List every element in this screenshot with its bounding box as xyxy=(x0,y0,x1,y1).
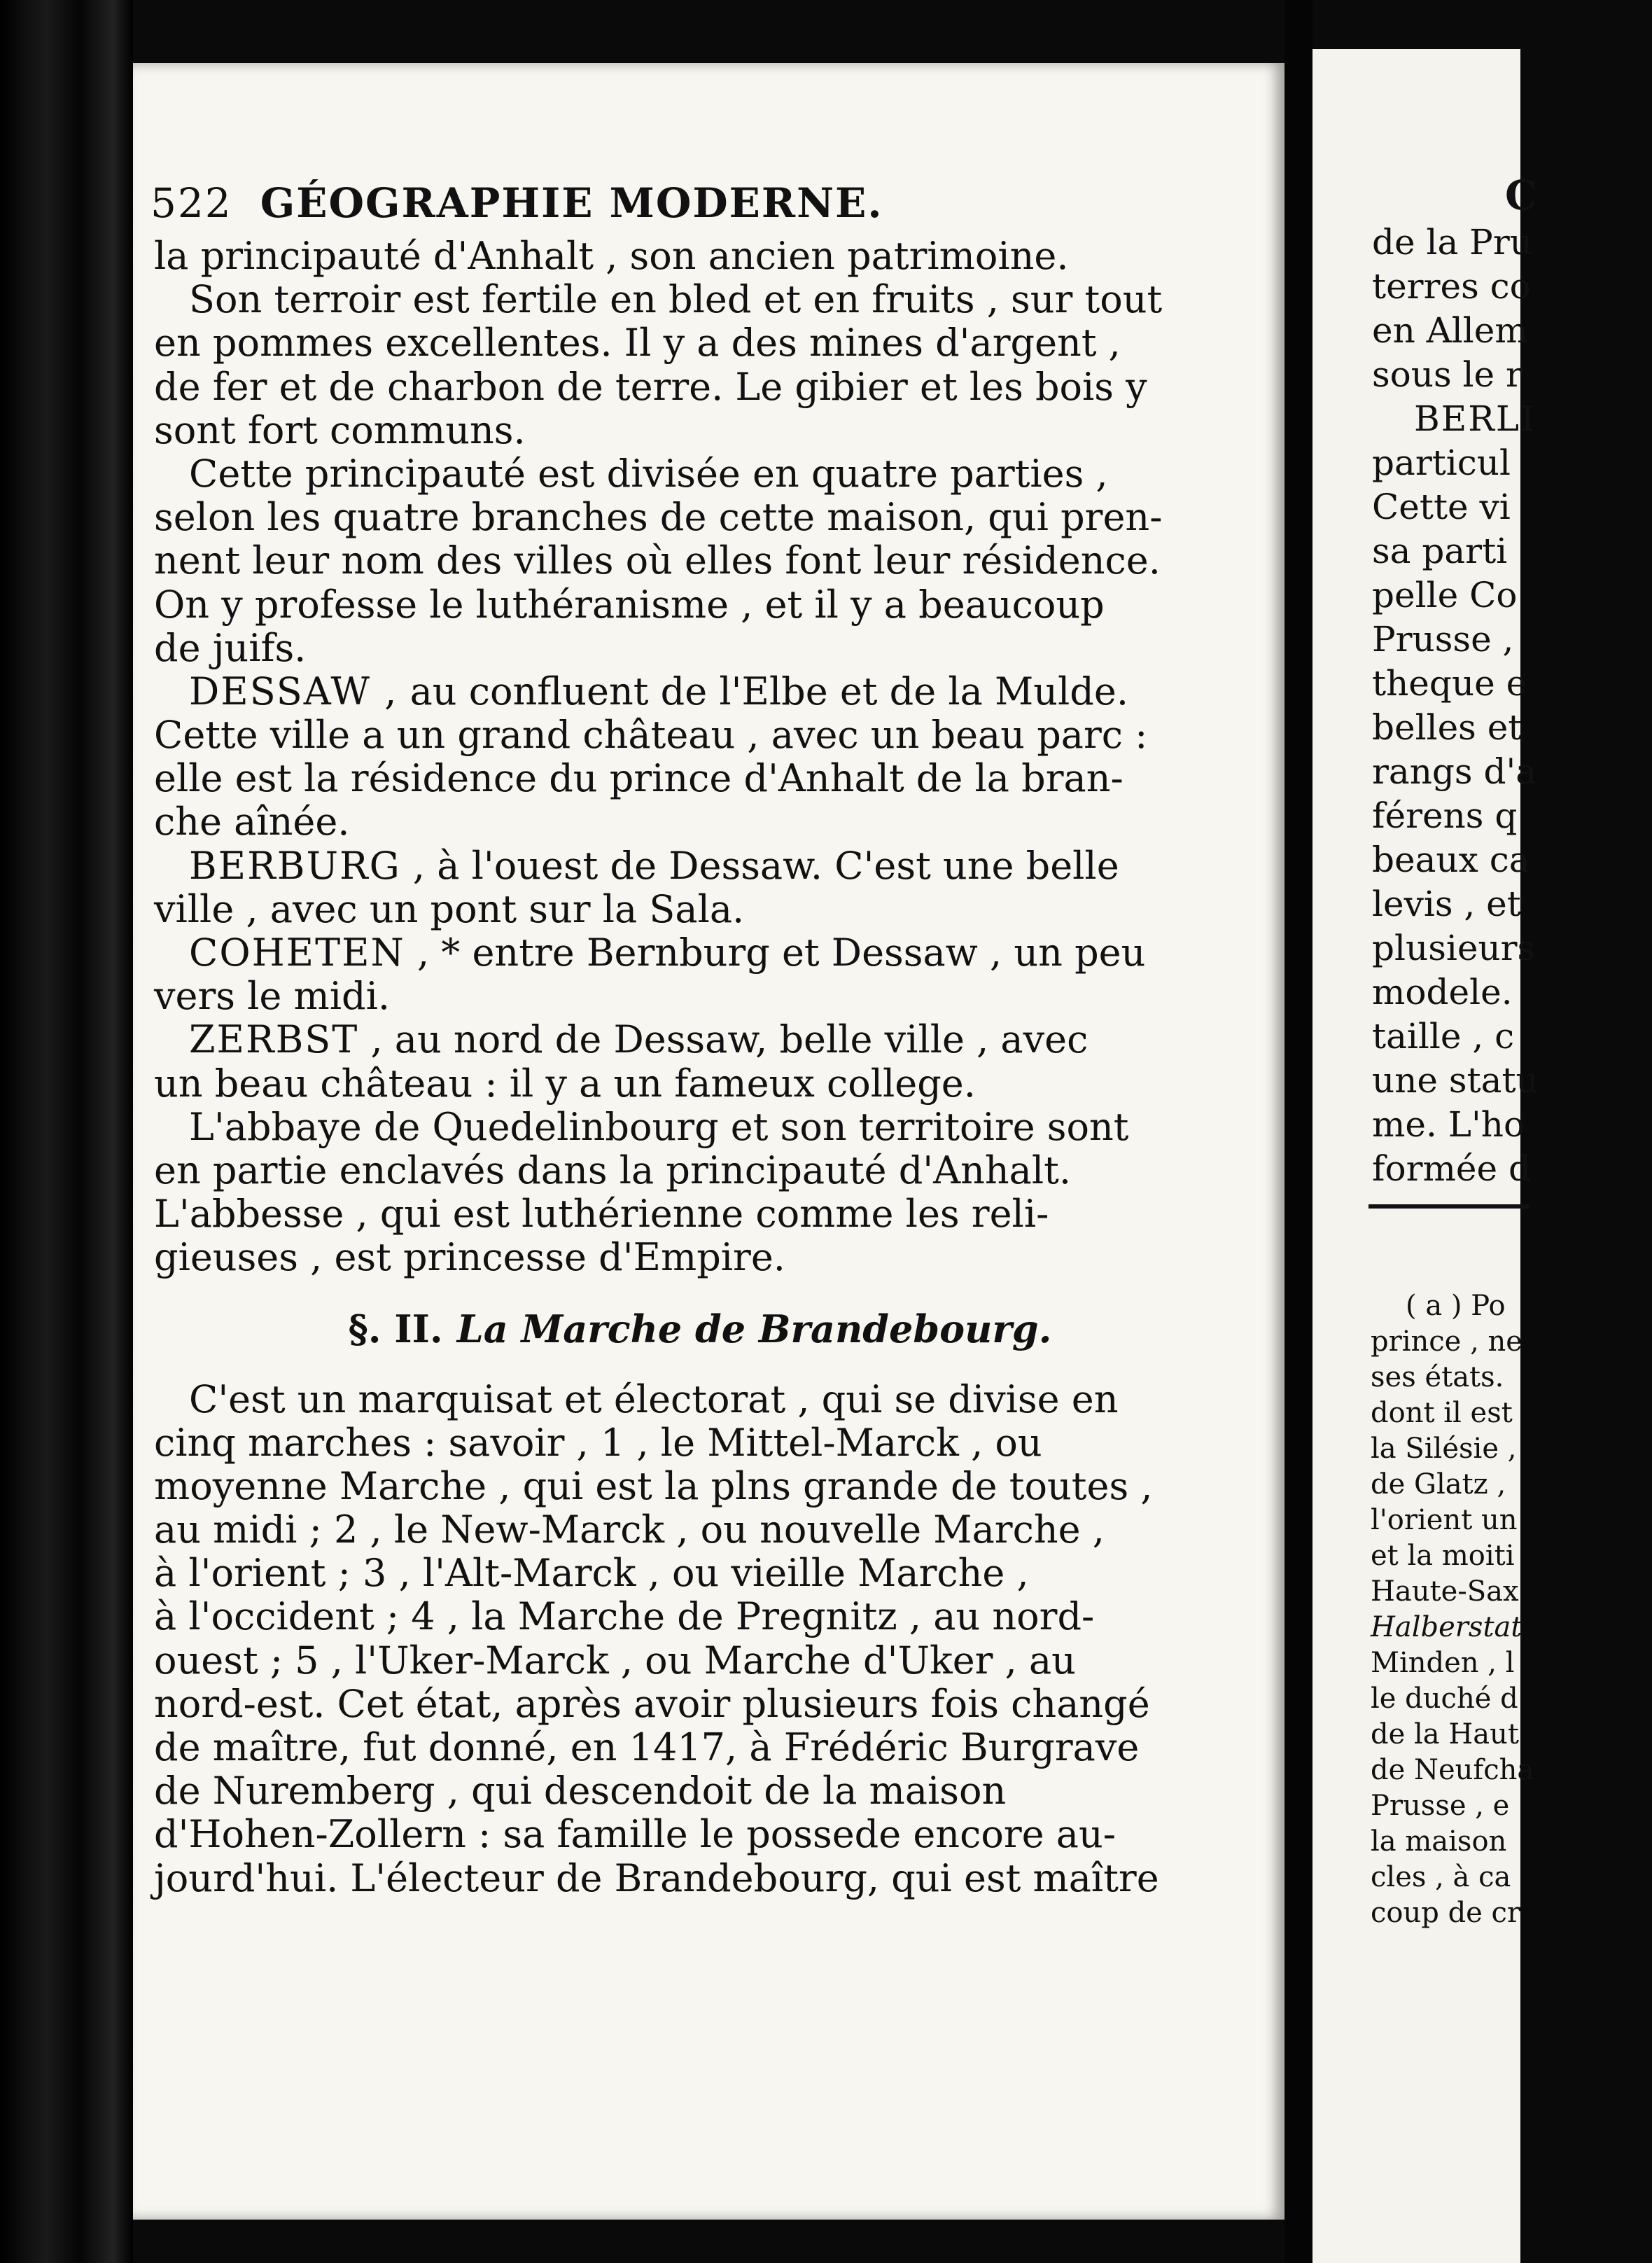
text-line: me. L'ho xyxy=(1372,1104,1525,1145)
place-name: COHETEN xyxy=(189,931,405,975)
text-line: jourd'hui. L'électeur de Brandebourg, qui est maître xyxy=(154,1855,1159,1900)
running-title: GÉOGRAPHIE MODERNE. xyxy=(260,179,883,227)
text-line: à l'orient ; 3 , l'Alt-Marck , ou vieille Marche , xyxy=(154,1551,1029,1596)
footnote-line: prince , ne xyxy=(1371,1325,1522,1358)
text-line: Cette principauté est divisée en quatre parties , xyxy=(189,451,1108,496)
text-line: sont fort communs. xyxy=(154,408,526,452)
text-line: sous le r xyxy=(1372,354,1522,395)
text-line: ville , avec un pont sur la Sala. xyxy=(154,886,745,931)
text-line: gieuses , est princesse d'Empire. xyxy=(154,1235,785,1280)
section-heading xyxy=(154,1280,1246,1378)
footnote-line: dont il est xyxy=(1371,1397,1513,1429)
footnote-line: ses états. xyxy=(1371,1361,1504,1393)
text-line: en Allem xyxy=(1372,310,1528,351)
right-running-title: C xyxy=(1505,172,1538,219)
footnote-rule xyxy=(1368,1204,1530,1209)
place-name: BERBURG xyxy=(189,843,401,888)
text-line: che aînée. xyxy=(154,800,350,844)
text-line: On y professe le luthéranisme , et il y a beaucoup xyxy=(154,582,1105,627)
text-line: levis , et xyxy=(1372,884,1521,924)
footnote-line: Halberstat xyxy=(1371,1611,1522,1643)
text-line: en partie enclavés dans la principauté d'Anhalt. xyxy=(154,1148,1072,1192)
text-line: BERBURG , à l'ouest de Dessaw. C'est une belle xyxy=(189,843,1119,888)
text-line: de fer et de charbon de terre. Le gibier et les bois y xyxy=(154,364,1147,409)
footnote-line: de Glatz , xyxy=(1371,1468,1506,1500)
section-mark: §. II. xyxy=(348,1306,443,1351)
footnote-line: le duché d xyxy=(1371,1683,1518,1715)
footnote-line: Prusse , e xyxy=(1371,1790,1510,1822)
text-line: C'est un marquisat et électorat , qui se divise en xyxy=(189,1377,1119,1421)
footnotes xyxy=(1371,1288,1651,1931)
text-line: ouest ; 5 , l'Uker-Marck , ou Marche d'Uker , au xyxy=(154,1638,1076,1683)
book-binding xyxy=(0,0,133,2263)
footnote-line: de Neufcha xyxy=(1371,1754,1534,1786)
text-line: vers le midi. xyxy=(154,974,391,1019)
place-name: DESSAW , xyxy=(189,669,398,713)
text-line: moyenne Marche , qui est la plns grande de toutes , xyxy=(154,1463,1153,1508)
text-line: terres co xyxy=(1372,266,1531,307)
text-line: pelle Co xyxy=(1372,575,1518,615)
text-line: Prusse , xyxy=(1372,619,1514,660)
text-line: nord-est. Cet état, après avoir plusieurs fois changé xyxy=(154,1681,1150,1726)
text-line: formée d xyxy=(1372,1148,1532,1189)
text-line: COHETEN , * entre Bernburg et Dessaw , un peu xyxy=(189,931,1146,975)
footnote-line: l'orient un xyxy=(1371,1504,1518,1536)
text-line: férens q xyxy=(1372,795,1518,836)
left-page-body xyxy=(154,235,1246,1900)
text-line: Son terroir est fertile en bled et en fruits , sur tout xyxy=(189,277,1163,322)
place-name: ZERBST xyxy=(189,1017,359,1062)
running-head xyxy=(150,175,1130,231)
text-line: BERLI xyxy=(1414,398,1536,439)
footnote-line: Minden , l xyxy=(1371,1647,1515,1679)
text-line: plusieurs xyxy=(1372,928,1536,968)
text-line: la principauté d'Anhalt , son ancien patrimoine. xyxy=(154,234,1069,278)
text-line: DESSAW , au confluent de l'Elbe et de la Mulde. xyxy=(189,669,1128,713)
footnote-line: et la moiti xyxy=(1371,1540,1515,1572)
text-line: rangs d'a xyxy=(1372,751,1537,792)
text-line: theque e xyxy=(1372,663,1527,704)
text-line: L'abbesse , qui est luthérienne comme les reli- xyxy=(154,1192,1049,1237)
text-line: au midi ; 2 , le New-Marck , ou nouvelle Marche , xyxy=(154,1507,1105,1552)
text-line: particul xyxy=(1372,443,1511,483)
text-line: une statu xyxy=(1372,1060,1539,1101)
text-line: de maître, fut donné, en 1417, à Frédéric Burgrave xyxy=(154,1725,1140,1769)
right-page-body xyxy=(1372,221,1652,1191)
text-line: de la Pru xyxy=(1372,222,1532,263)
text-line: de juifs. xyxy=(154,625,307,670)
text-line: selon les quatre branches de cette maison, qui pren- xyxy=(154,495,1163,540)
text-line: nent leur nom des villes où elles font leur résidence. xyxy=(154,538,1161,583)
footnote-line: ( a ) Po xyxy=(1406,1290,1506,1322)
book-gutter xyxy=(1284,0,1312,2263)
footnote-line: la Silésie , xyxy=(1371,1433,1517,1465)
text-line: beaux ca xyxy=(1372,840,1530,880)
text-line: Cette vi xyxy=(1372,487,1511,527)
footnote-line: cles , à ca xyxy=(1371,1861,1511,1893)
section-title: La Marche de Brandebourg. xyxy=(456,1306,1052,1351)
text-line: sa parti xyxy=(1372,531,1508,571)
text-line: en pommes excellentes. Il y a des mines d'argent , xyxy=(154,321,1121,365)
text-line: d'Hohen-Zollern : sa famille le possede encore au- xyxy=(154,1812,1116,1857)
text-line: taille , c xyxy=(1372,1016,1515,1057)
text-line: ZERBST , au nord de Dessaw, belle ville , avec xyxy=(189,1017,1088,1062)
page-number: 522 xyxy=(150,179,232,227)
footnote-line: de la Haut xyxy=(1371,1718,1519,1750)
text-line: elle est la résidence du prince d'Anhalt de la bran- xyxy=(154,756,1124,801)
text-line: cinq marches : savoir , 1 , le Mittel-Marck , ou xyxy=(154,1420,1042,1465)
text-line: belles et xyxy=(1372,707,1522,748)
text-line: de Nuremberg , qui descendoit de la maison xyxy=(154,1769,1007,1813)
text-line: Cette ville a un grand château , avec un beau parc : xyxy=(154,713,1148,758)
text-line: à l'occident ; 4 , la Marche de Pregnitz , au nord- xyxy=(154,1594,1095,1639)
text-line: modele. xyxy=(1372,972,1513,1012)
text-line: un beau château : il y a un fameux college. xyxy=(154,1061,976,1106)
text-line: L'abbaye de Quedelinbourg et son territoire sont xyxy=(189,1104,1129,1149)
footnote-line: la maison xyxy=(1371,1825,1507,1858)
footnote-line: coup de cr xyxy=(1371,1897,1521,1929)
footnote-line: Haute-Sax xyxy=(1371,1575,1519,1608)
